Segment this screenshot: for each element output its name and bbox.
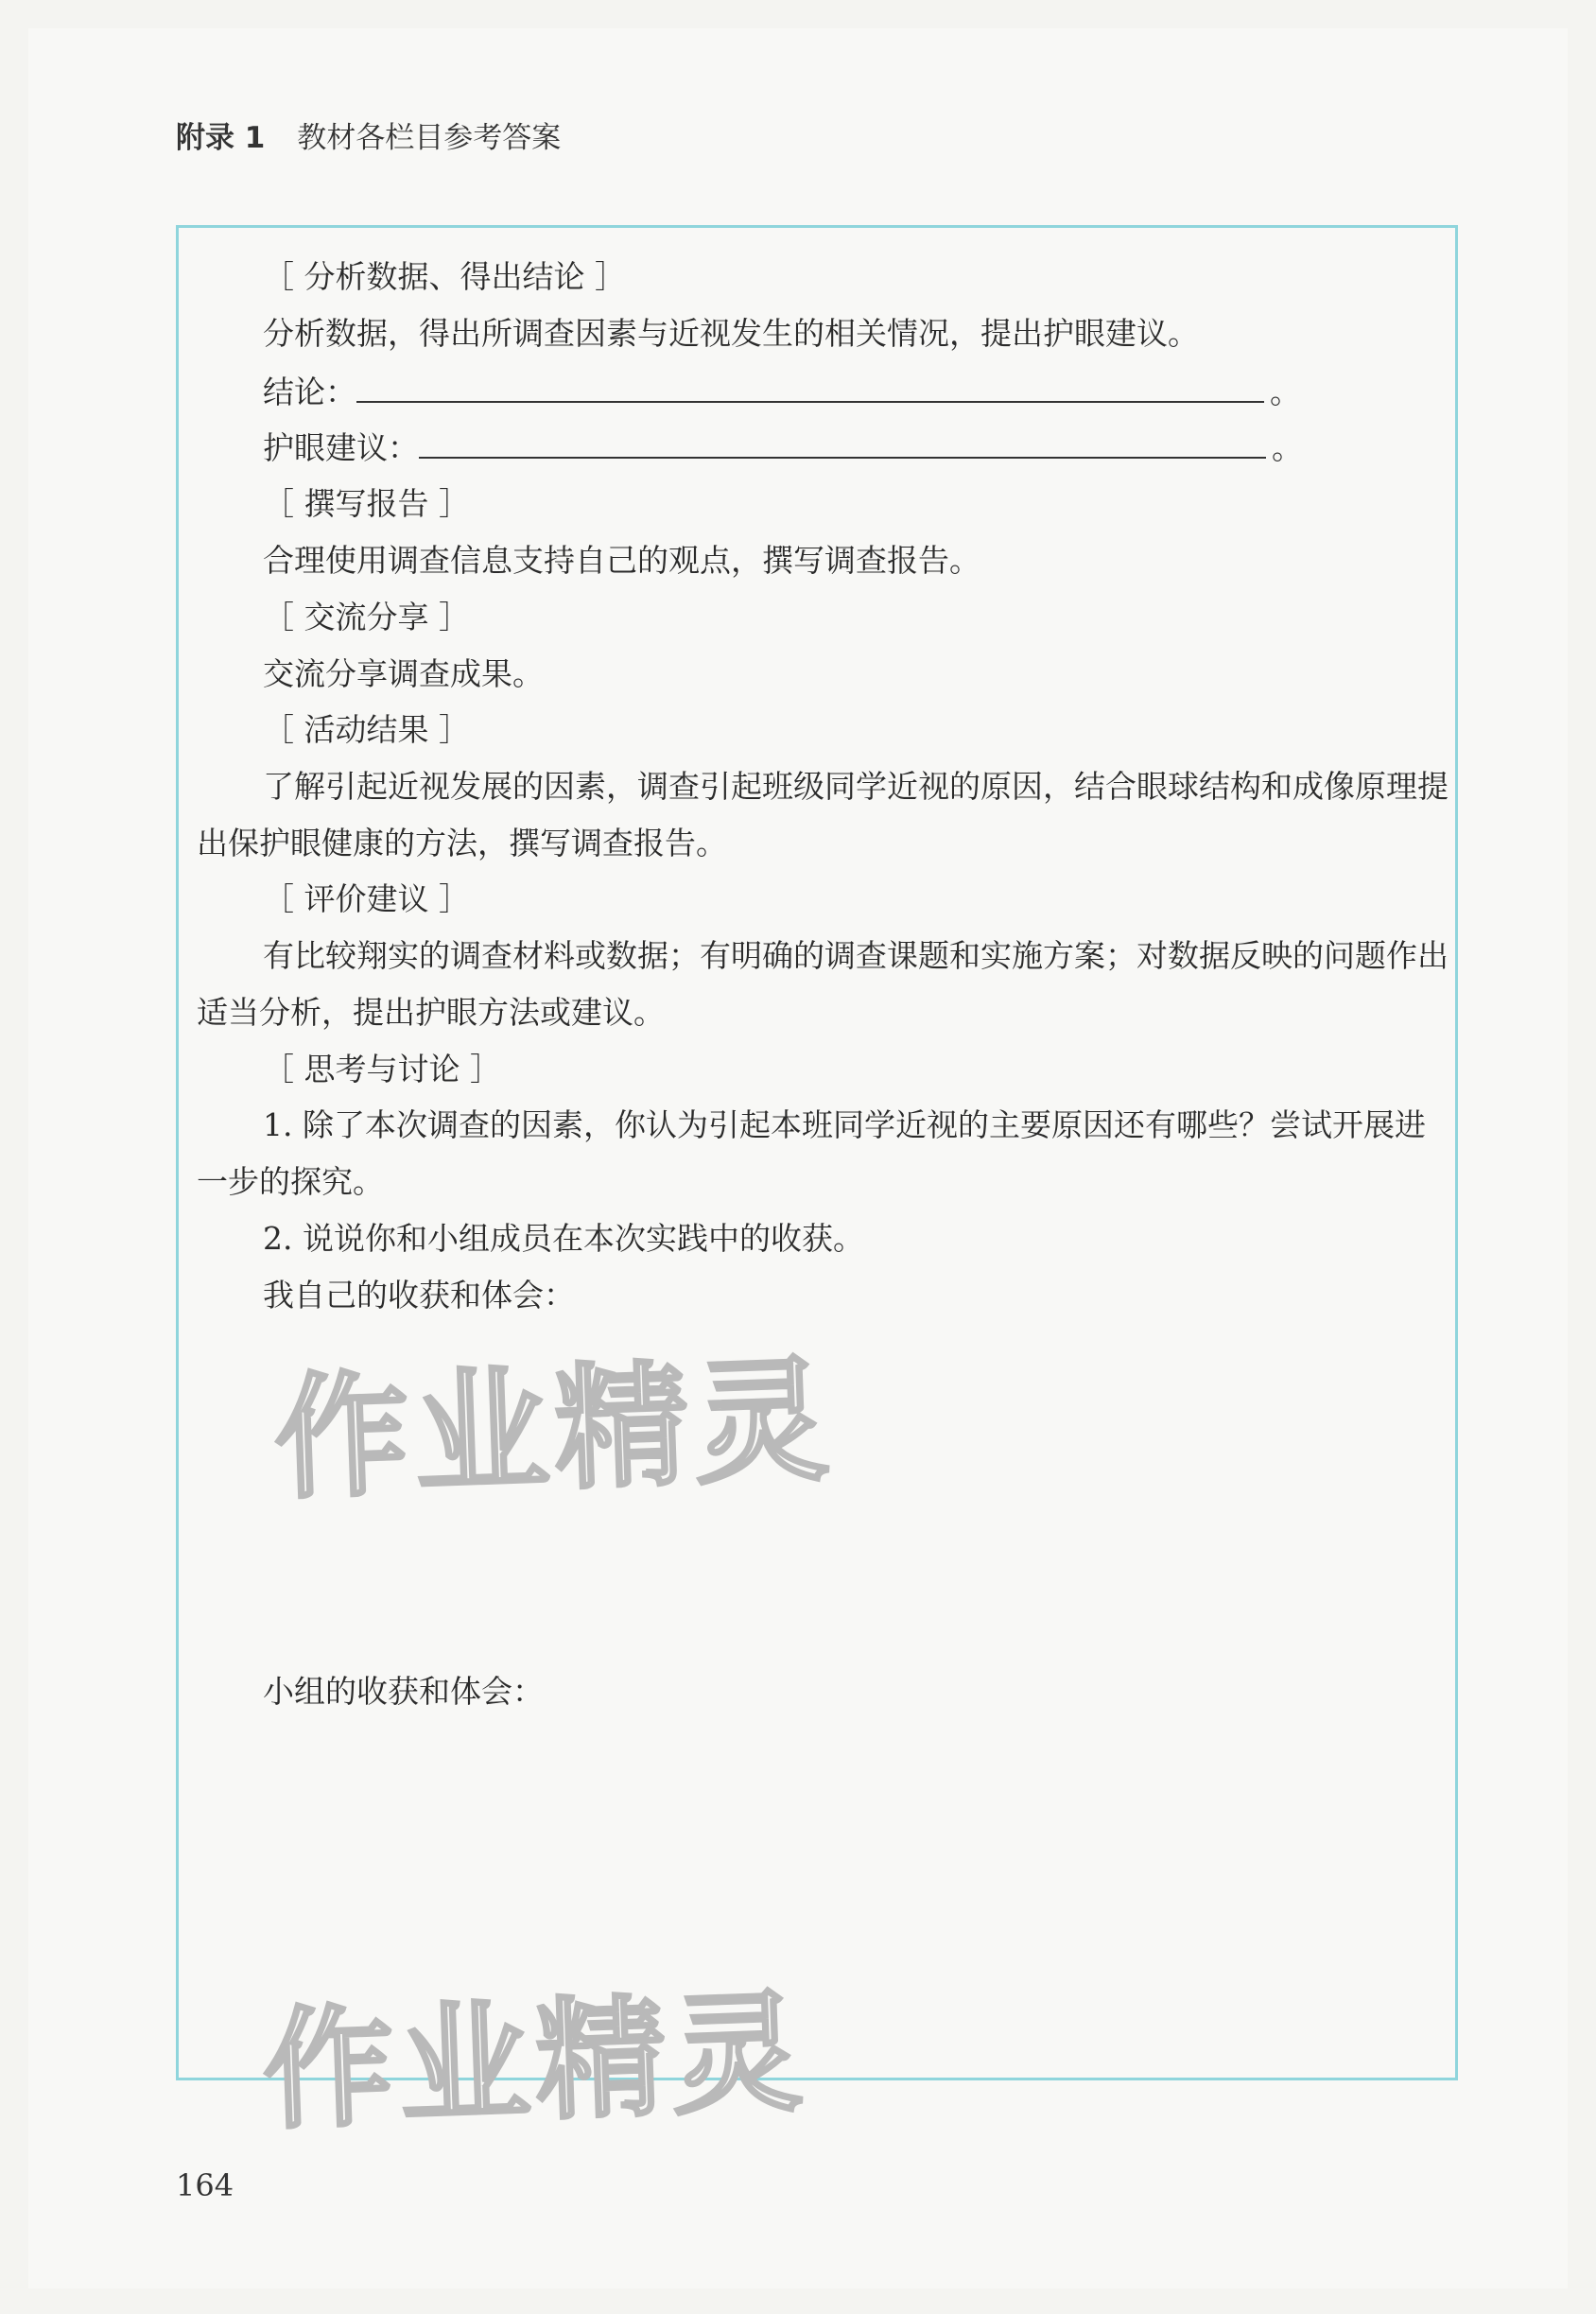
watermark-top: 作业精灵: [271, 1342, 838, 1519]
conclusion-row: [263, 373, 1301, 411]
result-heading: ［ 活动结果 ］: [263, 711, 470, 748]
share-heading: ［ 交流分享 ］: [263, 599, 470, 635]
appendix-label: 附录 1: [176, 121, 266, 155]
conclusion-period: 。: [1270, 374, 1301, 410]
discuss-heading: ［ 思考与讨论 ］: [263, 1051, 501, 1087]
advice-row: [263, 428, 1303, 467]
question-1-line-2: 一步的探究。: [197, 1163, 384, 1200]
eval-heading: ［ 评价建议 ］: [263, 880, 470, 917]
advice-blank[interactable]: [419, 428, 1266, 459]
group-gain-label: 小组的收获和体会：: [263, 1673, 544, 1710]
eval-text-2: 适当分析，提出护眼方法或建议。: [197, 994, 665, 1031]
conclusion-label: 结论：: [263, 374, 356, 410]
analyze-text: 分析数据，得出所调查因素与近视发生的相关情况，提出护眼建议。: [263, 315, 1199, 352]
page-number: 164: [176, 2167, 234, 2203]
question-2: 2. 说说你和小组成员在本次实践中的收获。: [263, 1220, 864, 1257]
analyze-heading: ［ 分析数据、得出结论 ］: [263, 258, 626, 295]
advice-period: 。: [1272, 429, 1303, 466]
eval-text-1: 有比较翔实的调查材料或数据；有明确的调查课题和实施方案；对数据反映的问题作出: [263, 937, 1449, 974]
report-heading: ［ 撰写报告 ］: [263, 485, 470, 522]
header-title: 教材各栏目参考答案: [297, 121, 562, 155]
result-text-1: 了解引起近视发展的因素，调查引起班级同学近视的原因，结合眼球结构和成像原理提: [263, 768, 1449, 805]
page-header: [176, 113, 561, 156]
watermark-bottom: 作业精灵: [260, 1975, 811, 2148]
advice-label: 护眼建议：: [263, 429, 419, 466]
self-gain-label: 我自己的收获和体会：: [263, 1277, 575, 1314]
conclusion-blank[interactable]: [356, 373, 1264, 403]
question-1-line-1: 1. 除了本次调查的因素，你认为引起本班同学近视的主要原因还有哪些？尝试开展进: [263, 1106, 1426, 1143]
report-text: 合理使用调查信息支持自己的观点，撰写调查报告。: [263, 542, 980, 579]
result-text-2: 出保护眼健康的方法，撰写调查报告。: [197, 825, 727, 861]
share-text: 交流分享调查成果。: [263, 655, 544, 692]
